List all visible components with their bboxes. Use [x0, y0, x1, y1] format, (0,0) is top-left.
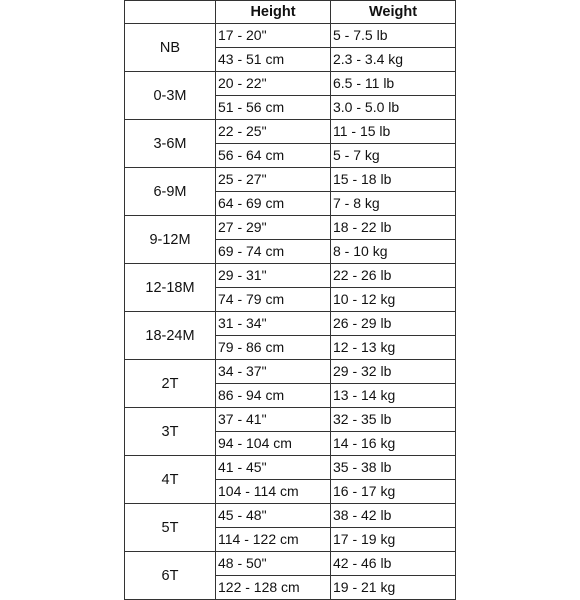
weight-kg: 13 - 14 kg — [331, 383, 455, 407]
height-cm: 43 - 51 cm — [216, 47, 330, 71]
weight-cell — [331, 456, 456, 504]
height-cm: 104 - 114 cm — [216, 479, 330, 503]
weight-kg: 10 - 12 kg — [331, 287, 455, 311]
size-label: 0-3M — [125, 72, 216, 120]
size-label: 4T — [125, 456, 216, 504]
weight-cell — [331, 312, 456, 360]
size-label: NB — [125, 24, 216, 72]
weight-kg: 16 - 17 kg — [331, 479, 455, 503]
height-inches: 34 - 37" — [218, 363, 267, 379]
height-cell — [216, 504, 331, 552]
height-inches: 17 - 20" — [218, 27, 267, 43]
table-row — [125, 24, 456, 72]
table-row — [125, 168, 456, 216]
height-inches: 25 - 27" — [218, 171, 267, 187]
height-cm: 94 - 104 cm — [216, 431, 330, 455]
height-inches: 31 - 34" — [218, 315, 267, 331]
size-label: 12-18M — [125, 264, 216, 312]
weight-cell — [331, 264, 456, 312]
header-weight: Weight — [331, 1, 456, 24]
size-label: 6-9M — [125, 168, 216, 216]
weight-kg: 2.3 - 3.4 kg — [331, 47, 455, 71]
weight-cell — [331, 504, 456, 552]
weight-cell — [331, 408, 456, 456]
table-row — [125, 360, 456, 408]
weight-lb: 32 - 35 lb — [333, 411, 392, 427]
table-row — [125, 216, 456, 264]
table-body — [125, 24, 456, 600]
table-row — [125, 312, 456, 360]
size-label: 6T — [125, 552, 216, 600]
height-cell — [216, 312, 331, 360]
header-row — [125, 1, 456, 24]
height-cell — [216, 72, 331, 120]
height-inches: 41 - 45" — [218, 459, 267, 475]
height-cm: 64 - 69 cm — [216, 191, 330, 215]
weight-kg: 12 - 13 kg — [331, 335, 455, 359]
table-row — [125, 72, 456, 120]
weight-kg: 7 - 8 kg — [331, 191, 455, 215]
weight-lb: 18 - 22 lb — [333, 219, 392, 235]
weight-lb: 22 - 26 lb — [333, 267, 392, 283]
weight-lb: 42 - 46 lb — [333, 555, 392, 571]
weight-kg: 17 - 19 kg — [331, 527, 455, 551]
table-row — [125, 264, 456, 312]
height-inches: 20 - 22" — [218, 75, 267, 91]
weight-kg: 19 - 21 kg — [331, 575, 455, 599]
size-chart-table — [124, 0, 456, 600]
table-row — [125, 456, 456, 504]
table-row — [125, 552, 456, 600]
height-inches: 27 - 29" — [218, 219, 267, 235]
height-cell — [216, 408, 331, 456]
weight-cell — [331, 552, 456, 600]
height-cell — [216, 552, 331, 600]
weight-kg: 8 - 10 kg — [331, 239, 455, 263]
weight-cell — [331, 216, 456, 264]
height-cm: 114 - 122 cm — [216, 527, 330, 551]
table-row — [125, 408, 456, 456]
table-row — [125, 120, 456, 168]
weight-cell — [331, 360, 456, 408]
weight-lb: 35 - 38 lb — [333, 459, 392, 475]
weight-kg: 14 - 16 kg — [331, 431, 455, 455]
height-cm: 122 - 128 cm — [216, 575, 330, 599]
weight-lb: 11 - 15 lb — [333, 123, 391, 139]
height-cell — [216, 216, 331, 264]
height-cm: 79 - 86 cm — [216, 335, 330, 359]
height-cell — [216, 360, 331, 408]
weight-cell — [331, 72, 456, 120]
weight-lb: 5 - 7.5 lb — [333, 27, 388, 43]
size-label: 3T — [125, 408, 216, 456]
weight-lb: 15 - 18 lb — [333, 171, 392, 187]
weight-lb: 6.5 - 11 lb — [333, 75, 395, 91]
height-cm: 51 - 56 cm — [216, 95, 330, 119]
height-cell — [216, 24, 331, 72]
height-inches: 45 - 48" — [218, 507, 267, 523]
height-cm: 69 - 74 cm — [216, 239, 330, 263]
height-cell — [216, 120, 331, 168]
height-cell — [216, 264, 331, 312]
weight-cell — [331, 120, 456, 168]
height-cm: 56 - 64 cm — [216, 143, 330, 167]
height-cell — [216, 456, 331, 504]
height-inches: 48 - 50" — [218, 555, 267, 571]
height-cell — [216, 168, 331, 216]
header-height: Height — [216, 1, 331, 24]
weight-cell — [331, 168, 456, 216]
header-size — [125, 1, 216, 24]
size-label: 18-24M — [125, 312, 216, 360]
height-cm: 86 - 94 cm — [216, 383, 330, 407]
height-cm: 74 - 79 cm — [216, 287, 330, 311]
size-label: 3-6M — [125, 120, 216, 168]
height-inches: 29 - 31" — [218, 267, 267, 283]
table-row — [125, 504, 456, 552]
height-inches: 37 - 41" — [218, 411, 267, 427]
size-label: 5T — [125, 504, 216, 552]
weight-lb: 29 - 32 lb — [333, 363, 392, 379]
size-label: 9-12M — [125, 216, 216, 264]
weight-kg: 3.0 - 5.0 lb — [331, 95, 455, 119]
weight-lb: 38 - 42 lb — [333, 507, 392, 523]
height-inches: 22 - 25" — [218, 123, 267, 139]
weight-kg: 5 - 7 kg — [331, 143, 455, 167]
weight-lb: 26 - 29 lb — [333, 315, 392, 331]
weight-cell — [331, 24, 456, 72]
size-label: 2T — [125, 360, 216, 408]
